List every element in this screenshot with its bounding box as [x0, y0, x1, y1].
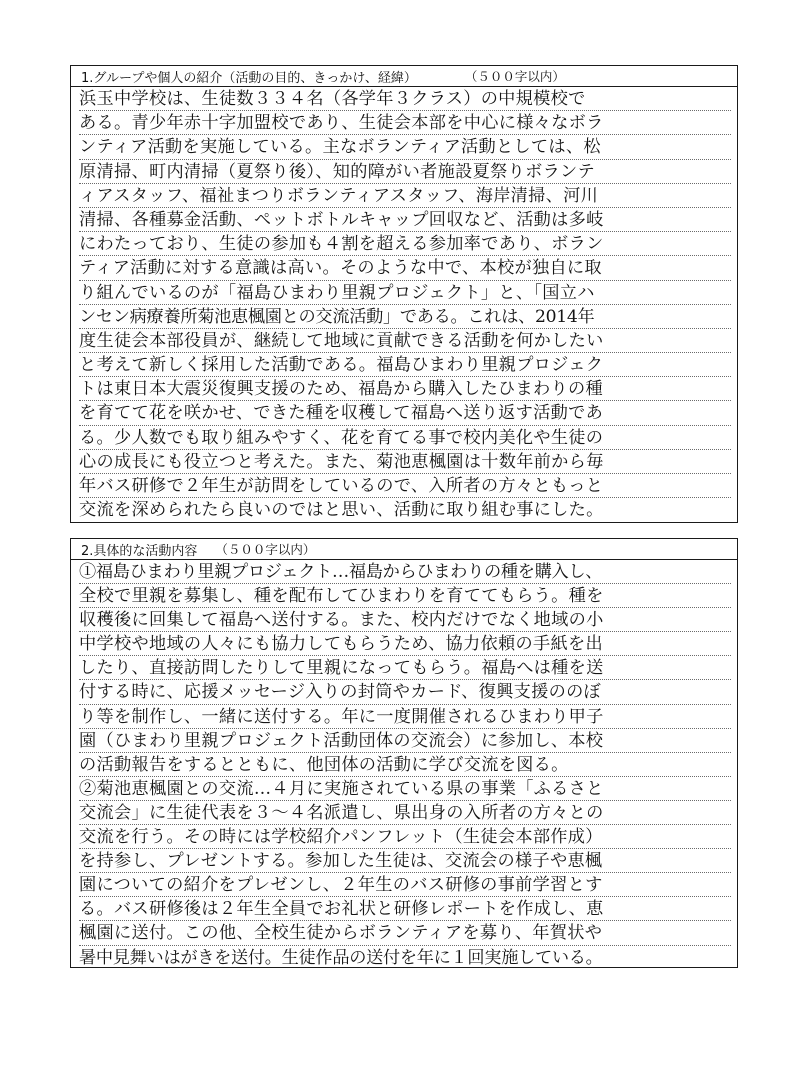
text-line: 付する時に、応援メッセージ入りの封筒やカード、復興支援ののぼ [79, 680, 731, 704]
character-limit-note: （５００字以内） [215, 542, 316, 557]
text-line: る。少人数でも取り組みやすく、花を育てる事で校内美化や生徒の [79, 426, 731, 450]
text-line: ンセン病療養所菊池恵楓園との交流活動」である。これは、2014年 [79, 305, 731, 329]
text-line: る。バス研修後は２年生全員でお礼状と研修レポートを作成し、恵 [79, 897, 731, 921]
text-line: にわたっており、生徒の参加も４割を超える参加率であり、ボラン [79, 232, 731, 256]
text-line: 楓園に送付。この他、全校生徒からボランティアを募り、年賀状や [79, 921, 731, 945]
text-line: 中学校や地域の人々にも協力してもらうため、協力依頼の手紙を出 [79, 632, 731, 656]
text-line: 交流を行う。その時には学校紹介パンフレット（生徒会本部作成） [79, 825, 731, 849]
text-line: 暑中見舞いはがきを送付。生徒作品の送付を年に１回実施している。 [79, 947, 603, 968]
text-line: り組んでいるのが「福島ひまわり里親プロジェクト」と、「国立ハ [79, 281, 731, 305]
text-line: 交流会」に生徒代表を３～４名派遣し、県出身の入所者の方々との [79, 801, 731, 825]
text-line: ある。青少年赤十字加盟校であり、生徒会本部を中心に様々なボラ [79, 111, 731, 135]
text-line: 収穫後に回集して福島へ送付する。また、校内だけでなく地域の小 [79, 608, 731, 632]
text-line: ②菊池恵楓園との交流…４月に実施されている県の事業「ふるさと [79, 777, 731, 801]
text-line: 浜玉中学校は、生徒数３３４名（各学年３クラス）の中規模校で [79, 87, 731, 111]
text-line: を持参し、プレゼントする。参加した生徒は、交流会の様子や恵楓 [79, 849, 731, 873]
text-line: 交流を深められたら良いのではと思い、活動に取り組む事にした。 [79, 500, 604, 521]
text-line: したり、直接訪問したりして里親になってもらう。福島へは種を送 [79, 656, 731, 680]
section-title: 1.グループや個人の紹介（活動の目的、きっかけ、経緯） [81, 70, 417, 86]
handwritten-text-body [71, 87, 737, 522]
section-header [71, 66, 737, 87]
section-activity-details [70, 538, 738, 968]
character-limit-note: （５００字以内） [464, 69, 565, 84]
section-title: 2.具体的な活動内容 [81, 543, 198, 559]
text-line: ンティア活動を実施している。主なボランティア活動としては、松 [79, 135, 731, 159]
text-line: 全校で里親を募集し、種を配布してひまわりを育ててもらう。種を [79, 584, 731, 608]
text-line: 清掃、各種募金活動、ペットボトルキャップ回収など、活動は多岐 [79, 208, 731, 232]
text-line: と考えて新しく採用した活動である。福島ひまわり里親プロジェク [79, 353, 731, 377]
text-line: の活動報告をするとともに、他団体の活動に学び交流を図る。 [79, 753, 731, 777]
text-line: を育てて花を咲かせ、できた種を収穫して福島へ送り返す活動であ [79, 401, 731, 425]
text-line: 心の成長にも役立つと考えた。また、菊池恵楓園は十数年前から毎 [79, 450, 731, 474]
text-line: トは東日本大震災復興支援のため、福島から購入したひまわりの種 [79, 377, 731, 401]
text-line: 原清掃、町内清掃（夏祭り後）、知的障がい者施設夏祭りボランテ [79, 160, 731, 184]
handwritten-text-body [71, 560, 737, 970]
text-line: ティア活動に対する意識は高い。そのような中で、本校が独自に取 [79, 256, 731, 280]
text-line: 園（ひまわり里親プロジェクト活動団体の交流会）に参加し、本校 [79, 729, 731, 753]
text-line: 度生徒会本部役員が、継続して地域に貢献できる活動を何かしたい [79, 329, 731, 353]
text-line: ィアスタッフ、福祉まつりボランティアスタッフ、海岸清掃、河川 [79, 184, 731, 208]
text-line: り等を制作し、一緒に送付する。年に一度開催されるひまわり甲子 [79, 705, 731, 729]
text-line: ①福島ひまわり里親プロジェクト…福島からひまわりの種を購入し、 [79, 560, 731, 584]
text-line: 年バス研修で２年生が訪問をしているので、入所者の方々ともっと [79, 474, 731, 498]
text-line: 園についての紹介をプレゼンし、２年生のバス研修の事前学習とす [79, 873, 731, 897]
section-header [71, 539, 737, 560]
section-group-introduction [70, 65, 738, 523]
